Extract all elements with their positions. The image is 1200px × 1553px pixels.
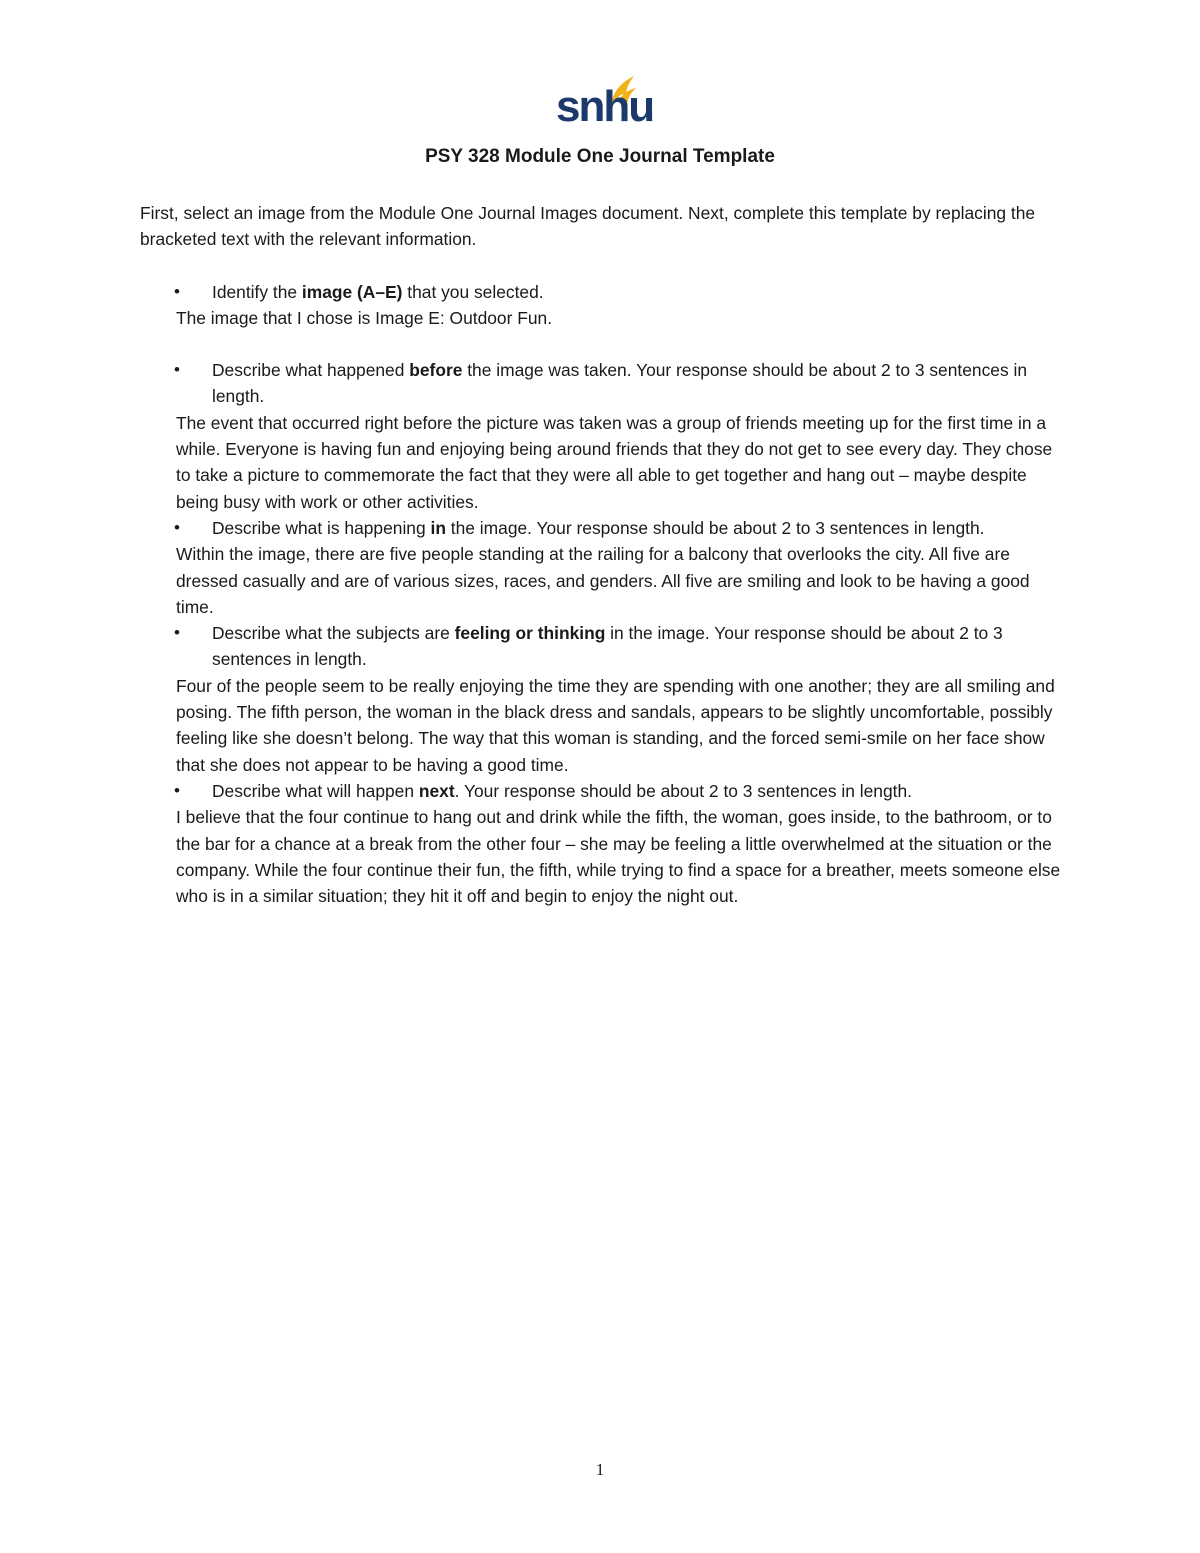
answer-paragraph: I believe that the four continue to hang out and drink while the fifth, the woman, goes inside, to the bathroom, or to the bar for a chance at a break from the other four – she may be feeling a little overwhelmed at the situation or the company. While the four continue their fun, the fifth, while trying to find a space for a breather, meets someone else who is in a similar situation; they hit it off and begin to enjoy the night out. [176, 807, 1061, 907]
document-title: PSY 328 Module One Journal Template [425, 146, 775, 167]
bullet-icon: • [174, 623, 180, 643]
question-prompt: Identify the image (A–E) that you selected. [212, 281, 544, 302]
question-item [140, 357, 1065, 410]
question-item [140, 778, 1065, 804]
document-body [140, 200, 1065, 909]
question-prompt: Describe what will happen next. Your response should be about 2 to 3 sentences in length. [212, 780, 912, 801]
question-list-5 [140, 778, 1065, 804]
answer-paragraph: The image that I chose is Image E: Outdoor Fun. [176, 307, 553, 328]
question-item [140, 279, 1065, 305]
snhu-logo [552, 72, 654, 134]
question-item [140, 515, 1065, 541]
intro-paragraph: First, select an image from the Module One Journal Images document. Next, complete this template by replacing the bracketed text with the relevant information. [140, 203, 1036, 250]
question-item [140, 620, 1065, 673]
answer-paragraph: The event that occurred right before the picture was taken was a group of friends meeting up for the first time in a while. Everyone is having fun and enjoying being around friends that they do not get to see every day. They chose to take a picture to commemorate the fact that they were all able to get together and hang out – maybe despite being busy with work or other activities. [176, 412, 1053, 512]
question-list-1 [140, 279, 1065, 305]
question-list-4 [140, 620, 1065, 673]
bullet-icon: • [174, 780, 180, 800]
page-number: 1 [595, 1460, 605, 1479]
question-list-3 [140, 515, 1065, 541]
logo-wordmark: snhu [556, 82, 654, 131]
question-list-2 [140, 357, 1065, 410]
bullet-icon: • [174, 360, 180, 380]
question-prompt: Describe what happened before the image was taken. Your response should be about 2 to 3 sentences in length. [212, 360, 1028, 407]
question-prompt: Describe what is happening in the image. Your response should be about 2 to 3 sentences in length. [212, 517, 985, 538]
bullet-icon: • [174, 517, 180, 537]
answer-paragraph: Within the image, there are five people standing at the railing for a balcony that overlooks the city. All five are dressed casually and are of various sizes, races, and genders. All five are smiling and look to be having a good time. [176, 544, 1030, 617]
bullet-icon: • [174, 281, 180, 301]
answer-paragraph: Four of the people seem to be really enjoying the time they are spending with one another; they are all smiling and posing. The fifth person, the woman in the black dress and sandals, appears to be slightly uncomfortable, possibly feeling like she doesn’t belong. The way that this woman is standing, and the forced semi-smile on her face show that she does not appear to be having a good time. [176, 675, 1055, 775]
question-prompt: Describe what the subjects are feeling or thinking in the image. Your response should be about 2 to 3 sentences in length. [212, 623, 1003, 670]
